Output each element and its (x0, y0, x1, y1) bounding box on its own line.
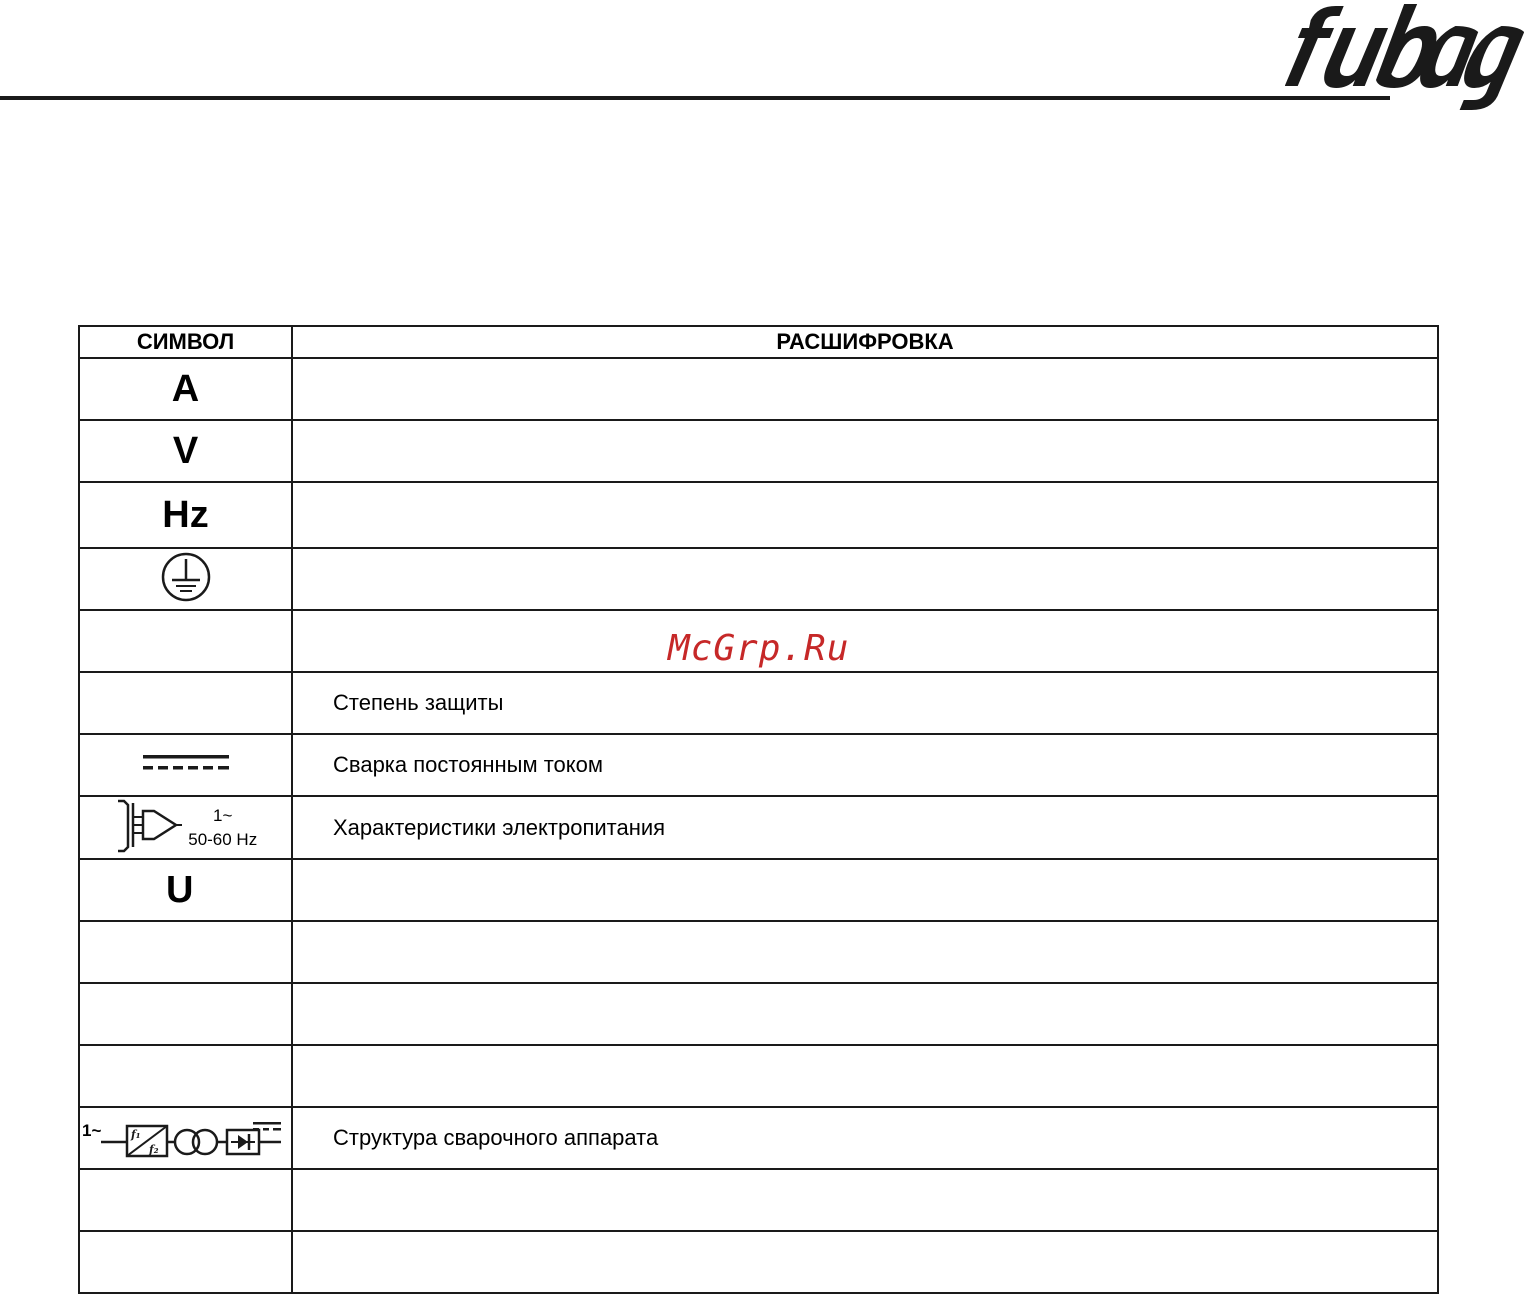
table-row (79, 672, 1438, 734)
symbol-cell (79, 921, 292, 983)
symbol-cell (79, 983, 292, 1045)
symbols-table (78, 325, 1439, 1294)
table-row (79, 1107, 1438, 1169)
description-cell: Сварка постоянным током (292, 734, 1438, 796)
table-header-row (79, 326, 1438, 358)
table-row (79, 859, 1438, 921)
description-cell (292, 859, 1438, 921)
symbol-cell (79, 358, 292, 420)
table-row (79, 1231, 1438, 1293)
table-row (79, 921, 1438, 983)
watermark: McGrp.Ru (668, 628, 850, 669)
symbol-cell (79, 548, 292, 610)
table-row (79, 548, 1438, 610)
symbol-cell (79, 859, 292, 921)
description-cell (292, 548, 1438, 610)
svg-text:f₂: f₂ (149, 1143, 159, 1156)
supply-rating (188, 804, 257, 852)
table-row (79, 983, 1438, 1045)
inverter-phase-label: 1~ (82, 1121, 102, 1140)
description-cell (292, 420, 1438, 482)
symbol-cell (79, 796, 292, 859)
description-cell (292, 1231, 1438, 1293)
direct-current-icon (141, 762, 231, 779)
symbol-cell (79, 1107, 292, 1169)
table-row (79, 1169, 1438, 1231)
description-cell: Характеристики электропитания (292, 796, 1438, 859)
symbol-cell (79, 734, 292, 796)
power-plug-icon (114, 797, 184, 858)
table-row (79, 358, 1438, 420)
table-row (79, 482, 1438, 548)
description-cell (292, 610, 1438, 672)
header-rule (0, 96, 1390, 100)
symbol-cell (79, 1045, 292, 1107)
description-cell (292, 482, 1438, 548)
inverter-structure-icon (80, 1118, 281, 1158)
symbol-cell (79, 1169, 292, 1231)
symbol-cell (79, 1231, 292, 1293)
ground-icon (160, 590, 212, 607)
table-row (79, 734, 1438, 796)
description-cell (292, 1169, 1438, 1231)
description-cell (292, 921, 1438, 983)
description-cell: Степень защиты (292, 672, 1438, 734)
fubag-logo (1285, 0, 1524, 110)
table-row (79, 796, 1438, 859)
svg-text:f₁: f₁ (131, 1128, 141, 1141)
symbol-cell (79, 482, 292, 548)
symbol-cell (79, 610, 292, 672)
description-cell: Структура сварочного аппарата (292, 1107, 1438, 1169)
phase-label: 1~ (213, 805, 233, 825)
description-cell (292, 1045, 1438, 1107)
description-column-header: РАСШИФРОВКА (292, 326, 1438, 358)
voltage-u-symbol: U (166, 868, 194, 911)
volt-symbol: V (172, 429, 199, 472)
frequency-label: 50-60 Hz (188, 829, 258, 849)
ampere-symbol: A (171, 367, 200, 410)
hertz-symbol: Hz (162, 493, 209, 536)
symbol-cell (79, 672, 292, 734)
description-cell (292, 983, 1438, 1045)
table-row (79, 420, 1438, 482)
symbol-cell (79, 420, 292, 482)
description-cell (292, 358, 1438, 420)
table-row (79, 1045, 1438, 1107)
symbol-column-header: СИМВОЛ (79, 326, 292, 358)
